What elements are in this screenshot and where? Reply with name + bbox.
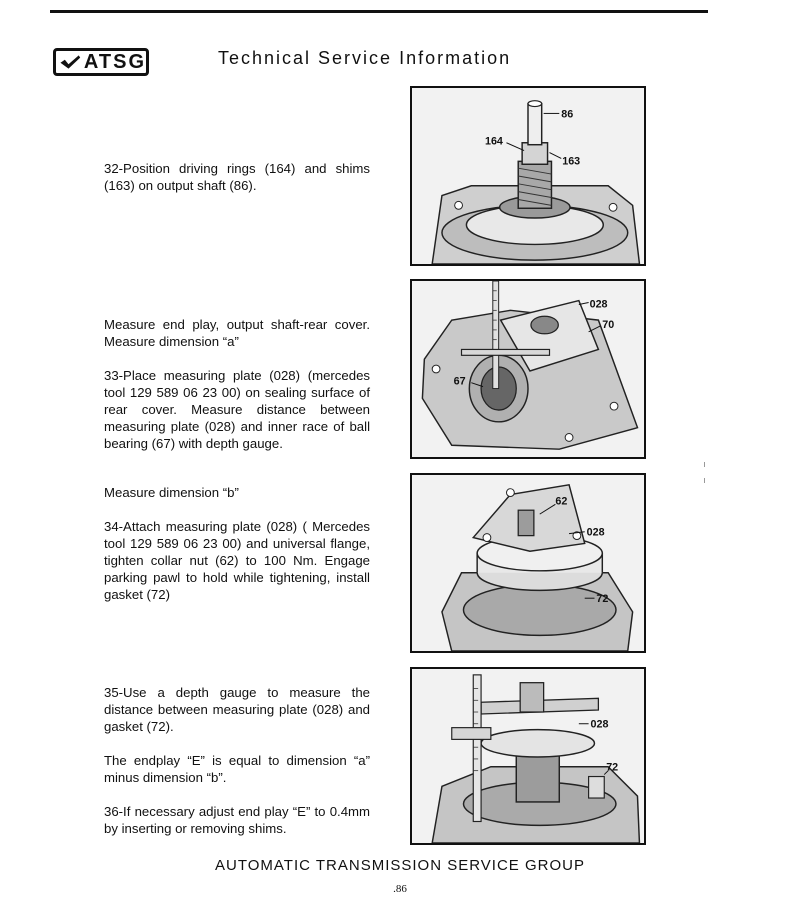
depth-gauge-illustration (412, 669, 644, 843)
step-33-text (104, 316, 370, 452)
atsg-logo (53, 48, 149, 76)
callout-label: 163 (562, 155, 581, 168)
footer-text: AUTOMATIC TRANSMISSION SERVICE GROUP (215, 857, 585, 874)
callout-label: 86 (561, 108, 574, 121)
figure-measure-a (410, 279, 646, 459)
callout-label: 72 (606, 761, 619, 774)
output-shaft-illustration (412, 88, 644, 264)
page-title: Technical Service Information (218, 48, 512, 68)
paragraph: The endplay “E” is equal to dimension “a” minus dimension “b”. (104, 753, 370, 785)
paragraph: 33-Place measuring plate (028) (mercedes tool 129 589 06 23 00) on sealing surface of rear cover. Measure distance between measuring plate (028) and inner race of ball bearing (67) with depth gauge. (104, 368, 370, 451)
callout-label: 028 (589, 298, 608, 311)
paragraph: 36-If necessary adjust end play “E” to 0.4mm by inserting or removing shims. (104, 804, 370, 836)
step-34-text (104, 484, 370, 603)
top-rule (50, 10, 708, 13)
measure-a-illustration (412, 281, 644, 457)
logo-text: ATSG (83, 50, 146, 73)
measure-b-illustration (412, 475, 644, 651)
callout-label: 164 (484, 135, 503, 148)
callout-label: 028 (590, 718, 609, 731)
check-mark-icon (59, 51, 81, 73)
page-number: .86 (393, 883, 407, 895)
paragraph: 34-Attach measuring plate (028) ( Mercedes tool 129 589 06 23 00) and universal flange, tighten collar nut (62) to 100 Nm. Engage parking pawl to hold while tightening, install gasket (72) (104, 519, 370, 602)
figure-output-shaft (410, 86, 646, 266)
figure-measure-b (410, 473, 646, 653)
margin-mark (704, 478, 705, 483)
callout-label: 62 (555, 495, 568, 508)
paragraph: Measure end play, output shaft-rear cover. Measure dimension “a” (104, 317, 370, 349)
callout-label: 70 (602, 318, 615, 331)
margin-mark (704, 462, 705, 467)
paragraph: 35-Use a depth gauge to measure the distance between measuring plate (028) and gasket (72). (104, 685, 370, 734)
paragraph: 32-Position driving rings (164) and shims (163) on output shaft (86). (104, 161, 370, 193)
step-32-text (104, 160, 370, 194)
callout-label: 028 (586, 526, 605, 539)
callout-label: 67 (453, 375, 466, 388)
step-35-36-text (104, 684, 370, 837)
callout-label: 72 (596, 593, 609, 606)
paragraph: Measure dimension “b” (104, 485, 239, 500)
figure-depth-gauge (410, 667, 646, 845)
